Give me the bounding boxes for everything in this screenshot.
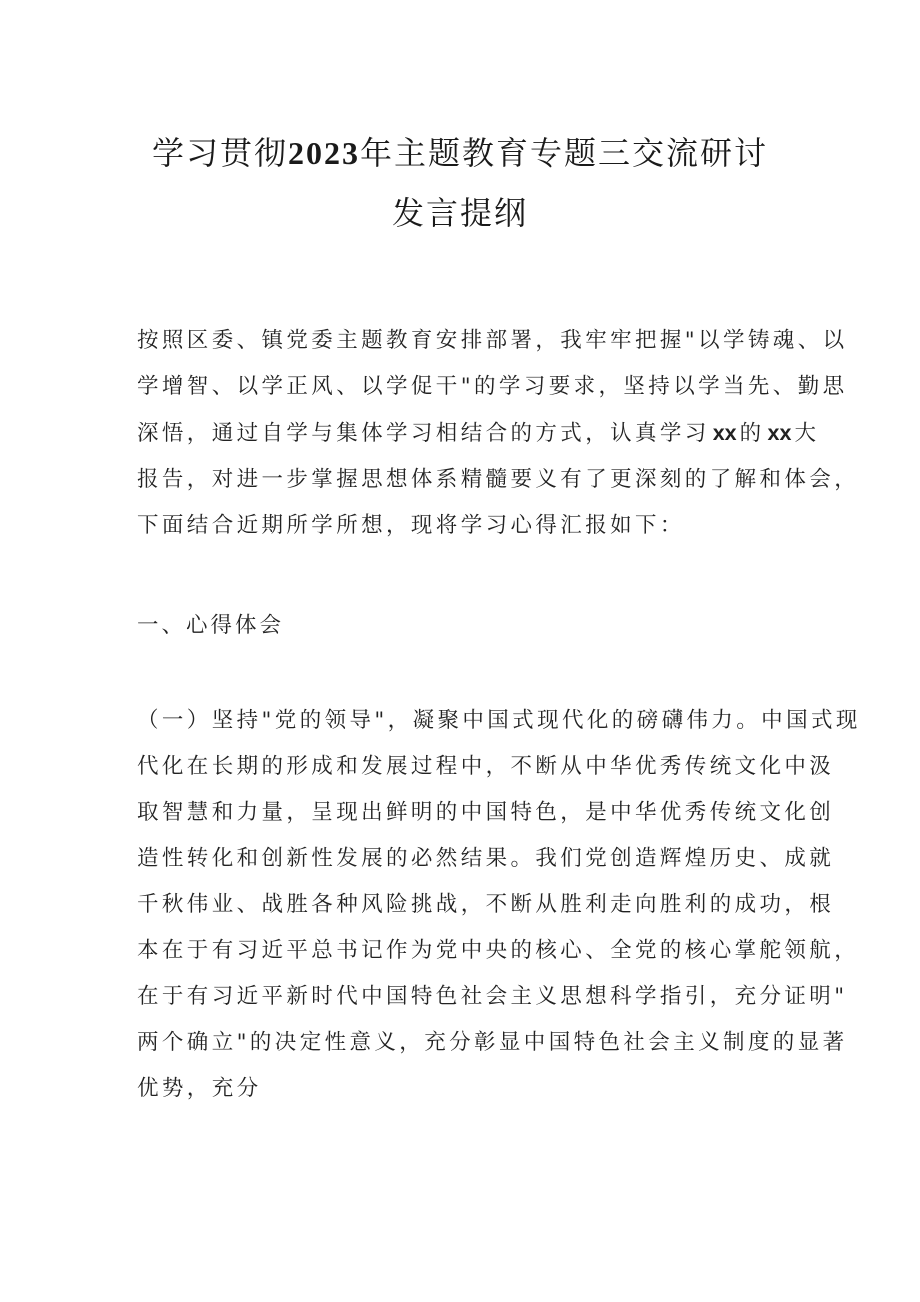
body-line: 千秋伟业、战胜各种风险挑战，不断从胜利走向胜利的成功，根 bbox=[137, 892, 835, 917]
title-text-b: 年主题教育专题三交流研讨 bbox=[360, 134, 769, 172]
body-line: 造性转化和创新性发展的必然结果。我们党创造辉煌历史、成就 bbox=[137, 846, 835, 871]
intro-line: 按照区委、镇党委主题教育安排部署，我牢牢把握"以学铸魂、以 bbox=[137, 328, 848, 353]
intro-line-text: 深悟，通过自学与集体学习相结合的方式，认真学习 bbox=[137, 421, 710, 446]
body-line: （一）坚持"党的领导"，凝聚中国式现代化的磅礴伟力。中国式现 bbox=[137, 708, 861, 733]
body-paragraph bbox=[137, 698, 861, 1112]
intro-line: 报告，对进一步掌握思想体系精髓要义有了更深刻的了解和体会， bbox=[137, 467, 860, 492]
placeholder-xx: xx bbox=[712, 421, 737, 445]
intro-line: 学增智、以学正风、以学促干"的学习要求，坚持以学当先、勤思 bbox=[137, 374, 848, 399]
intro-paragraph bbox=[137, 318, 860, 549]
title-text-a: 学习贯彻 bbox=[151, 134, 288, 172]
document-title-line-1 bbox=[120, 128, 800, 174]
section-heading: 一、心得体会 bbox=[137, 613, 285, 638]
body-line: 本在于有习近平总书记作为党中央的核心、全党的核心掌舵领航， bbox=[137, 938, 860, 963]
intro-line-text: 大 bbox=[794, 421, 820, 446]
document-title-line-2: 发言提纲 bbox=[391, 194, 528, 232]
body-line: 优势，充分 bbox=[137, 1076, 262, 1101]
intro-line bbox=[137, 410, 820, 457]
placeholder-xx: xx bbox=[767, 421, 792, 445]
body-line: 在于有习近平新时代中国特色社会主义思想科学指引，充分证明" bbox=[137, 984, 848, 1009]
body-line: 代化在长期的形成和发展过程中，不断从中华优秀传统文化中汲 bbox=[137, 754, 835, 779]
body-line: 两个确立"的决定性意义，充分彰显中国特色社会主义制度的显著 bbox=[137, 1030, 848, 1055]
intro-line: 下面结合近期所学所想，现将学习心得汇报如下： bbox=[137, 513, 685, 538]
intro-line-text: 的 bbox=[739, 421, 765, 446]
body-line: 取智慧和力量，呈现出鲜明的中国特色，是中华优秀传统文化创 bbox=[137, 800, 835, 825]
title-year: 2023 bbox=[288, 135, 360, 171]
